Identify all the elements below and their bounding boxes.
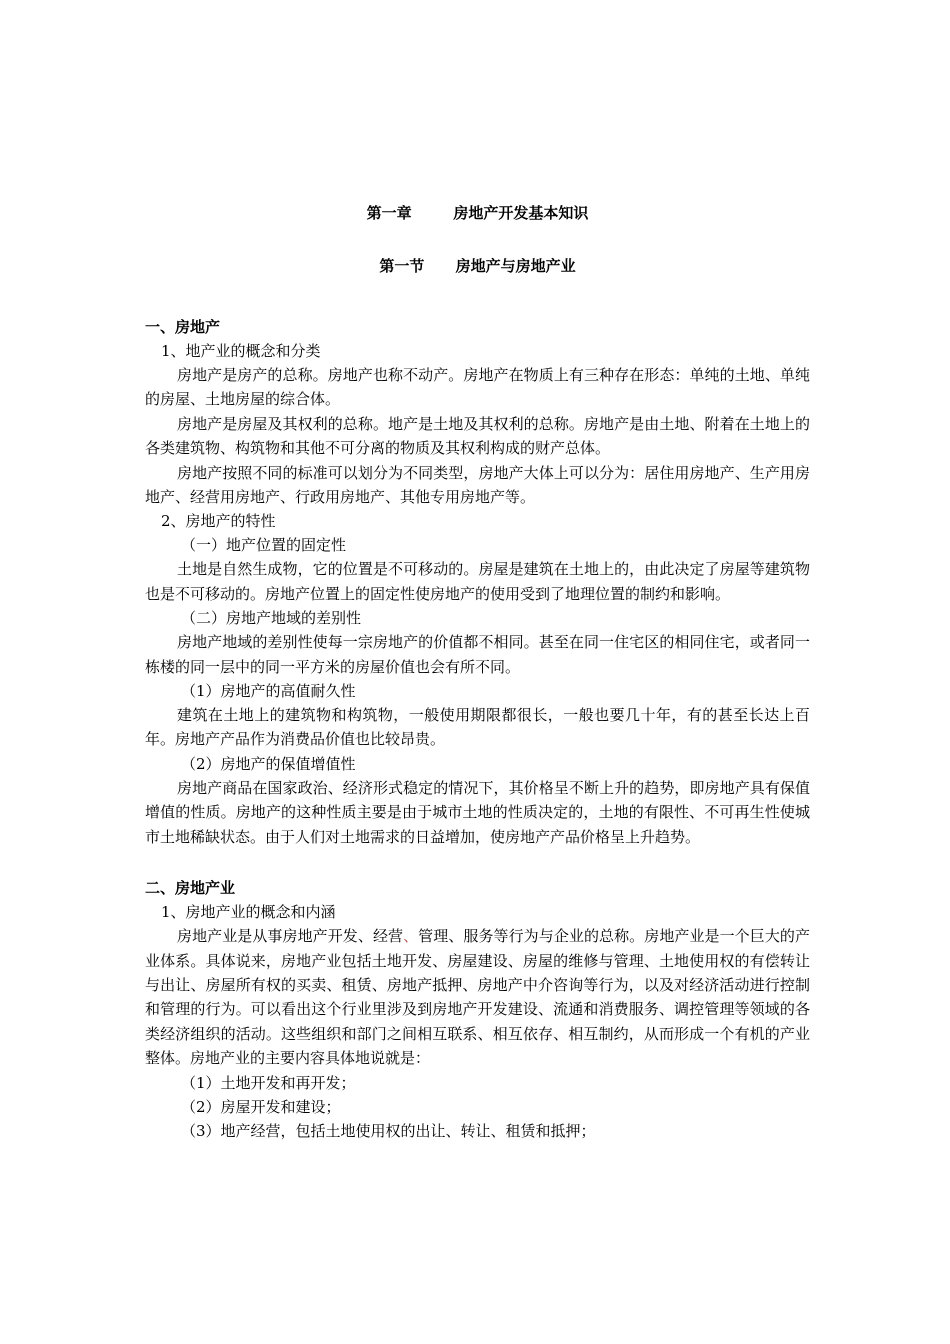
paragraph: 房地产是房产的总称。房地产也称不动产。房地产在物质上有三种存在形态：单纯的土地、单纯的房屋、土地房屋的综合体。 (145, 366, 810, 409)
document-body (145, 200, 810, 1144)
item-heading: （二）房地产地域的差别性 (181, 609, 362, 628)
paragraph-industry-definition (145, 924, 810, 1070)
list-item: （1）土地开发和再开发； (181, 1073, 356, 1092)
paragraph: 房地产商品在国家政治、经济形式稳定的情况下，其价格呈不断上升的趋势，即房地产具有保值增值的性质。房地产的这种性质主要是由于城市土地的性质决定的，土地的有限性、不可再生性使城市土地稀缺状态。由于人们对土地需求的日益增加，使房地产产品价格呈上升趋势。 (145, 778, 810, 846)
item-heading: （一）地产位置的固定性 (181, 536, 347, 555)
part-heading-real-estate-industry: 二、房地产业 (145, 879, 236, 898)
paragraph-text-start: 房地产业是从事房地产开发、经营 (177, 927, 404, 946)
part-heading-real-estate: 一、房地产 (145, 318, 221, 336)
accent-punctuation: 、 (403, 927, 419, 946)
chapter-title: 第一章 房地产开发基本知识 (366, 204, 589, 222)
paragraph: 建筑在土地上的建筑物和构筑物，一般使用期限都很长，一般也要几十年，有的甚至长达上百年。房地产产品作为消费品价值也比较昂贵。 (145, 706, 810, 749)
subheading-concept-classification: 1、地产业的概念和分类 (161, 342, 321, 360)
paragraph: 房地产按照不同的标准可以划分为不同类型，房地产大体上可以分为：居住用房地产、生产用房地产、经营用房地产、行政用房地产、其他专用房地产等。 (145, 463, 810, 507)
subheading-characteristics: 2、房地产的特性 (161, 512, 276, 531)
item-heading: （2）房地产的保值增值性 (181, 754, 356, 773)
paragraph: 房地产是房屋及其权利的总称。地产是土地及其权利的总称。房地产是由土地、附着在土地上的各类建筑物、构筑物和其他不可分离的物质及其权利构成的财产总体。 (145, 414, 810, 458)
subheading-industry-concept: 1、房地产业的概念和内涵 (161, 903, 336, 922)
paragraph-text-rest: 管理、服务等行为与企业的总称。房地产业是一个巨大的产业体系。具体说来，房地产业包括土地开发、房屋建设、房屋的维修与管理、土地使用权的有偿转让与出让、房屋所有权的买卖、租赁、房地产抵押、房地产中介咨询等行为，以及对经济活动进行控制和管理的行为。可以看出这个行业里涉及到房地产开发建设、流通和消费服务、调控管理等领域的各类经济组织的活动。这些组织和部门之间相互联系、相互依存、相互制约，从而形成一个有机的产业整体。房地产业的主要内容具体地说就是： (145, 927, 810, 1068)
list-item: （2）房屋开发和建设； (181, 1097, 341, 1116)
paragraph: 房地产地域的差别性使每一宗房地产的价值都不相同。甚至在同一住宅区的相同住宅，或者同一栋楼的同一层中的同一平方米的房屋价值也会有所不同。 (145, 633, 810, 676)
list-item: （3）地产经营，包括土地使用权的出让、转让、租赁和抵押； (181, 1122, 596, 1141)
item-heading: （1）房地产的高值耐久性 (181, 682, 356, 701)
section-title: 第一节 房地产与房地产业 (379, 257, 576, 275)
paragraph: 土地是自然生成物，它的位置是不可移动的。房屋是建筑在土地上的，由此决定了房屋等建筑物也是不可移动的。房地产位置上的固定性使房地产的使用受到了地理位置的制约和影响。 (145, 560, 810, 603)
